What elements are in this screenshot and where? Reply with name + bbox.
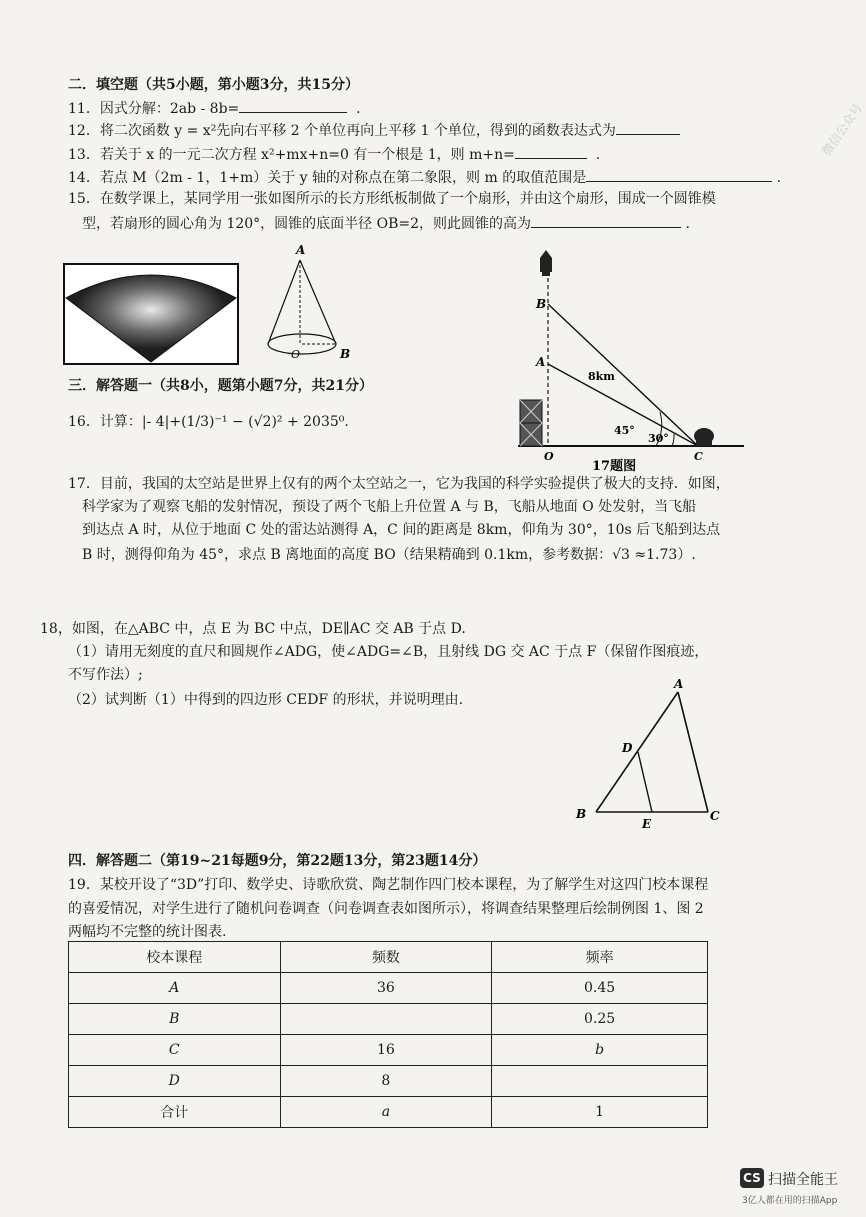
q12: 12．将二次函数 y = x²先向右平移 2 个单位再向上平移 1 个单位，得到的函数表达式为 [68,120,680,140]
label-D: D [622,741,633,755]
label-B: B [536,297,547,311]
table-row: D 8 [69,1066,708,1097]
fig15-cone [258,240,358,370]
label-B: B [576,807,587,821]
q18-line1: 18，如图，在△ABC 中，点 E 为 BC 中点，DE∥AC 交 AB 于点 D. [40,621,466,637]
label-30: 30° [648,432,669,445]
fig15-sector-rect [60,260,242,368]
fig17-rocket-diagram [508,242,754,474]
q19-line1: 19．某校开设了“3D”打印、数学史、诗歌欣赏、陶艺制作四门校本课程，为了解学生对这四门校本课程 [68,877,709,893]
label-C: C [710,809,720,823]
q15-line1: 15．在数学课上，某同学用一张如图所示的长方形纸板制做了一个扇形，并由这个扇形，围成一个圆锥模 [68,191,716,207]
camscanner-name: 扫描全能王 [768,1172,838,1188]
answer-blank [239,98,347,113]
answer-blank [531,213,681,228]
answer-blank [616,120,680,135]
label-O: O [291,348,301,361]
table-row: A 36 0.45 [69,973,708,1004]
table-row: C 16 b [69,1035,708,1066]
label-8km: 8km [588,370,615,383]
q17-line3: 到达点 A 时，从位于地面 C 处的雷达站测得 A，C 间的距离是 8km，仰角为 30°，10s 后飞船到达点 [82,522,721,538]
q17-line1: 17．目前，我国的太空站是世界上仅有的两个太空站之一，它为我国的科学实验提供了极大的支持．如图， [68,476,730,492]
label-E: E [642,817,652,831]
answer-blank [586,167,772,182]
frequency-table [68,941,708,1128]
label-A: A [296,243,306,257]
q13: 13．若关于 x 的一元二次方程 x²+mx+n=0 有一个根是 1，则 m+n= . [68,144,600,164]
label-45: 45° [614,424,635,437]
header-rate: 频率 [492,942,708,973]
q14: 14．若点 M（2m - 1，1+m）关于 y 轴的对称点在第二象限，则 m 的取值范围是 . [68,167,781,187]
fig17-caption: 17题图 [592,459,637,474]
q18-line3: 不写作法）; [68,667,143,683]
table-total-row: 合计 a 1 [69,1097,708,1128]
label-A: A [536,355,546,369]
label-A: A [674,677,684,691]
q16: 16．计算：|- 4|+(1/3)⁻¹ − (√2)² + 2035⁰. [68,414,349,430]
q17-line2: 科学家为了观察飞船的发射情况，预设了两个飞船上升位置 A 与 B，飞船从地面 O 处发射，当飞船 [82,499,697,515]
q19-line3: 两幅均不完整的统计图表. [68,924,227,940]
section3-title: 三．解答题一（共8小，题第小题7分，共21分） [68,378,373,394]
q17-line4: B 时，测得仰角为 45°，求点 B 离地面的高度 BO（结果精确到 0.1km，参考数据：√3 ≈1.73）. [82,547,696,563]
table-row: B 0.25 [69,1004,708,1035]
q19-line2: 的喜爱情况，对学生进行了随机问卷调查（问卷调查表如图所示），将调查结果整理后绘制例图 1、图 2 [68,901,704,917]
header-course: 校本课程 [69,942,281,973]
answer-blank [515,144,587,159]
side-watermark: 微信公众号 [819,101,866,159]
label-C: C [694,450,703,463]
q15-line2: 型，若扇形的圆心角为 120°，圆锥的底面半径 OB=2，则此圆锥的高为 . [82,213,690,233]
camscanner-tagline: 3亿人都在用的扫描App [742,1196,838,1206]
q18-line4: （2）试判断（1）中得到的四边形 CEDF 的形状，并说明理由. [68,692,464,708]
section2-title: 二．填空题（共5小题，第小题3分，共15分） [68,77,359,93]
label-B: B [340,347,351,361]
section4-title: 四．解答题二（第19~21每题9分，第22题13分，第23题14分） [68,853,487,869]
fig18-triangle [570,676,730,832]
header-frequency: 频数 [280,942,492,973]
label-O: O [544,450,554,463]
q18-line2: （1）请用无刻度的直尺和圆规作∠ADG，使∠ADG=∠B，且射线 DG 交 AC 于点 F（保留作图痕迹， [68,644,709,660]
camscanner-logo-icon: CS [740,1168,764,1188]
q11: 11．因式分解：2ab - 8b= . [68,98,361,118]
table-header-row [69,942,708,973]
rocket-icon [540,250,552,272]
